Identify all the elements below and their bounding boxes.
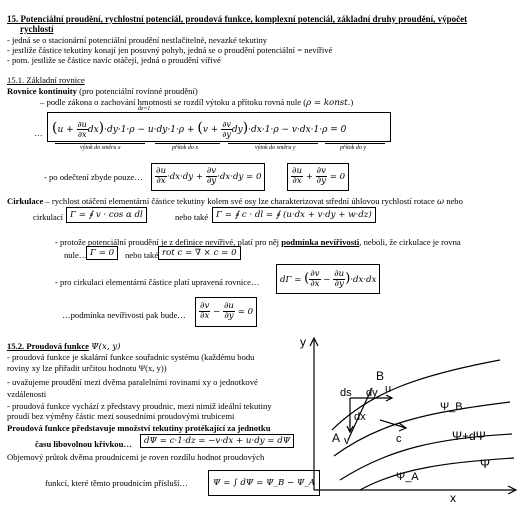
law-end: ): [350, 97, 354, 107]
rotation-zero-equation: rot c = ∇ × c = 0: [158, 246, 241, 260]
irrotational-condition-text: …podmínka nevířivosti pak bude…: [62, 310, 186, 320]
brace-label-4: přítok do y: [340, 145, 366, 151]
page-heading-line1: 15. Potenciální proudění, rychlostní potenciál, proudová funkce, komplexní potenciál, základní druhy proudění, výpočet: [7, 14, 468, 24]
irrotational-text-c: , neboli, že cirkulace je rovna: [359, 237, 461, 247]
brace-2: [155, 143, 220, 144]
v-label: v: [344, 435, 350, 447]
brace-3: [228, 143, 318, 144]
psi-a-label: Ψ_A: [396, 471, 419, 483]
equation-subtracted: $\frac{\partial u}{\partial x}$ ·dx·dy + $\frac{\partial v}{\partial y}$ ·dx·dy = 0: [151, 163, 265, 191]
stream-bullet-5: - proudová funkce vychází z představy proudnic, mezi nimiž ideální tekutiny: [7, 401, 272, 411]
zero-text: nule…: [64, 250, 88, 260]
circulation-equation-1: Γ = ∮ v · cos α dl: [66, 207, 147, 223]
circulation-label: Cirkulace: [7, 196, 44, 206]
stream-bullet-1: - proudová funkce je skalární funkce souřadnic systému (každému bodu: [7, 352, 255, 362]
intro-bullet-3: - pom. jestliže se částice navíc otáčejí, jedná o proudění vířivé: [7, 55, 221, 65]
irrotational-condition-equation: $\frac{\partial v}{\partial x}$ − $\frac{\partial u}{\partial y}$ = 0: [195, 297, 257, 327]
point-b-label: B: [376, 369, 385, 383]
dx-label: dx: [354, 411, 366, 423]
continuity-rest: (pro potenciální rovinné proudění): [76, 86, 198, 96]
law-text: – podle zákona o zachování hmotnosti se rozdíl výtoku a přítoku rovná nule (: [40, 97, 307, 107]
after-subtraction-text: - po odečtení zbyde pouze…: [44, 172, 143, 182]
psi-label: Ψ: [480, 457, 491, 471]
circulation-line: [7, 196, 463, 207]
continuity-equation: (u + $\frac{\partial u}{\partial x}$ dx)·dy·1·ρ − u·dy·1·ρ + (v + $\frac{\partial v}{\partial y}$ dy)·dx·1·ρ − v·dx·1·ρ = 0: [52, 120, 347, 139]
psi-b-label: Ψ_B: [440, 401, 463, 413]
stream-differential-equation: dΨ = c·1·dz = −v·dx + u·dy = dΨ: [140, 434, 294, 448]
stream-bullet-2: roviny xy lze přiřadit určitou hodnotu Ψ(x, y)): [7, 363, 167, 373]
element-circulation-text: - pro cirkulaci elementární částice platí upravená rovnice…: [55, 277, 260, 287]
conservation-law-line: [40, 97, 353, 108]
point-a-label: A: [332, 431, 341, 445]
volumetric-flow-line-2: funkcí, které těmto proudnicím přísluší…: [45, 478, 188, 488]
stream-bullet-4: vzdálenosti: [7, 389, 47, 399]
continuity-label: Rovnice kontinuity: [7, 86, 77, 96]
y-axis-label: y: [300, 335, 306, 349]
circulation-zero-equation: Γ = 0: [86, 246, 118, 260]
brace-4: [325, 143, 385, 144]
omega-symbol: ω: [437, 197, 445, 207]
c-vector: [380, 420, 406, 428]
streamline-a: [360, 458, 514, 490]
circulation-equation-2: Γ = ∮ c · dl = ∮ (u·dx + v·dy + w·dz): [212, 207, 376, 223]
intro-bullet-2: - jestliže částice tekutiny konají jen posuvný pohyb, jedná se o proudění potenciální = nevířivé: [7, 45, 333, 55]
stream-function-symbol: Ψ(x, y): [91, 342, 121, 352]
circulation-word: cirkulací: [33, 212, 64, 222]
brace-label-2: přítok do x: [172, 145, 198, 151]
page-heading-line2: rychlostí: [20, 24, 54, 34]
x-axis-label: x: [450, 491, 456, 502]
brace-label-1: výtok do směru x: [80, 145, 121, 151]
stream-bullet-3: - uvažujeme proudění mezi dvěma paralelními rovinami xy o jednotkové: [7, 377, 258, 387]
brace-label-3: výtok do směru y: [255, 145, 296, 151]
section-15-2-title: 15.2. Proudová funkce: [7, 341, 89, 351]
or-also-text-2: nebo také: [125, 250, 159, 260]
element-circulation-equation: dΓ = ( $\frac{\partial v}{\partial x}$ − $\frac{\partial u}{\partial y}$ )·dx·dx: [276, 264, 380, 294]
dy-label: dy: [366, 387, 378, 399]
psi-plus-dpsi-label: Ψ+dΨ: [452, 429, 486, 443]
intro-bullet-1: - jedná se o stacionární potenciální proudění nestlačitelné, nevazké tekutiny: [7, 35, 268, 45]
u-label: u: [385, 383, 392, 395]
equation-divergence: $\frac{\partial u}{\partial x}$ + $\frac{\partial v}{\partial y}$ = 0: [287, 163, 349, 191]
ds-label: ds: [340, 387, 352, 399]
continuity-equation-box: [47, 112, 391, 142]
c-label: c: [396, 433, 402, 445]
stream-function-diagram: [300, 330, 522, 502]
section-15-1-title: 15.1. Základní rovnice: [7, 75, 85, 85]
volumetric-flow-line-1: Objemový průtok dvěma proudnicemi je roven rozdílu hodnot proudových: [7, 452, 265, 462]
continuity-line: [7, 86, 198, 96]
stream-definition-line-1: Proudová funkce představuje množství tekutiny protékající za jednotku: [7, 423, 271, 433]
circulation-text: – rychlost otáčení elementární částice tekutiny kolem své osy lze charakterizovat střední úhlovou rychlostí rotace: [43, 196, 438, 206]
dz-label: dz=1: [138, 106, 151, 112]
irrotational-text-a: - protože potenciální proudění je z definice nevířivé, platí pro něj: [55, 237, 282, 247]
volumetric-flow-equation: Ψ = ∫ dΨ = Ψ_B − Ψ_A: [208, 470, 320, 496]
stream-definition-line-2: času libovolnou křivkou…: [35, 439, 132, 449]
section-15-2-title-line: [7, 341, 121, 352]
stream-bullet-6: proudí bez výměny částic mezi sousedními proudovými trubicemi: [7, 411, 235, 421]
law-equation: ρ = konst.: [306, 98, 351, 108]
circulation-text-end: nebo: [444, 196, 463, 206]
ellipsis: …: [34, 128, 43, 138]
irrotational-condition: podmínka nevířivosti: [281, 237, 360, 247]
brace-1: [55, 143, 145, 144]
or-also-text-1: nebo také: [175, 212, 209, 222]
